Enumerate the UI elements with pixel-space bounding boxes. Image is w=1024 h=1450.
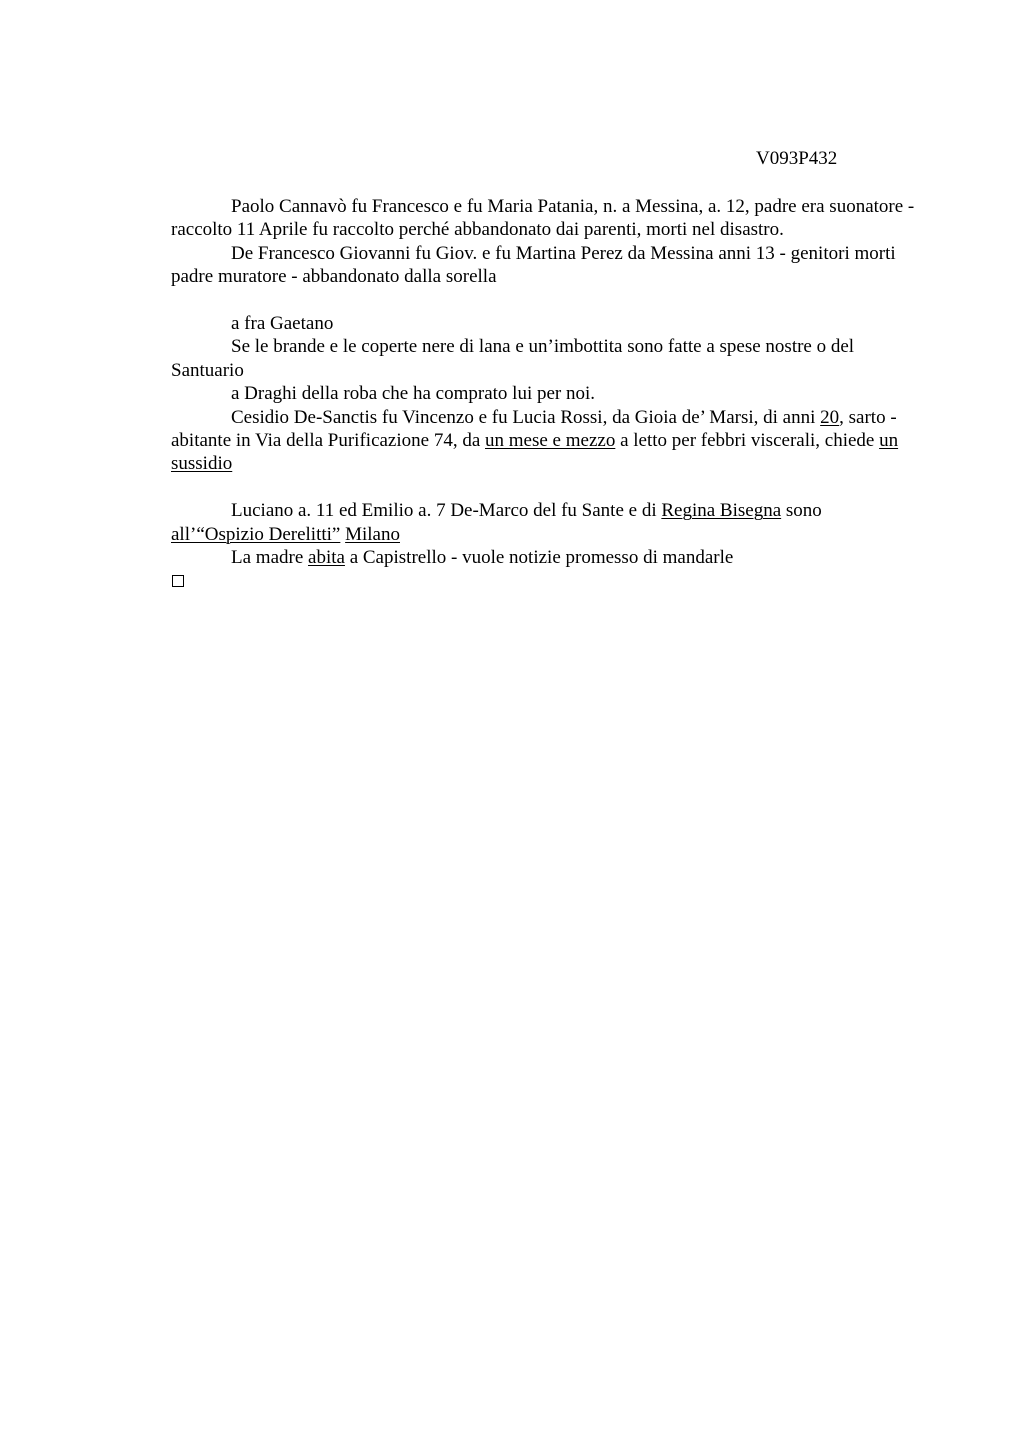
document-body	[171, 195, 916, 594]
paragraph	[171, 242, 916, 289]
underlined-text: Regina Bisegna	[661, 500, 782, 522]
underlined-text: all’“Ospizio Derelitti”	[171, 523, 341, 545]
paragraph-container	[171, 195, 916, 569]
paragraph	[171, 195, 916, 242]
text-run: Luciano a. 11 ed Emilio a. 7 De-Marco del fu Sante e di	[231, 500, 662, 522]
text-run: La madre	[231, 547, 309, 569]
text-run: Se le brande e le coperte nere di lana e un’imbottita sono fatte a spese nostre o del Santuario	[171, 336, 855, 381]
text-run: De Francesco Giovanni fu Giov. e fu Martina Perez da Messina anni 13 - genitori morti padre muratore - abbandonato dalla sorella	[171, 242, 896, 288]
text-run: Cesidio De-Sanctis fu Vincenzo e fu Lucia Rossi, da Gioia de’ Marsi, di anni	[231, 406, 821, 428]
text-run: a Capistrello - vuole notizie promesso di mandarle	[344, 547, 734, 569]
paragraph	[171, 335, 916, 382]
underlined-text: un sussidio	[171, 430, 899, 475]
text-run: a Draghi della roba che ha comprato lui per noi.	[231, 383, 596, 405]
paragraph	[171, 382, 916, 405]
text-run: a fra Gaetano	[231, 313, 334, 335]
paragraph	[171, 406, 916, 476]
underlined-text: Milano	[345, 523, 400, 545]
underlined-text: abita	[308, 547, 345, 569]
underlined-text: 20	[820, 406, 840, 428]
underlined-text: un mese e mezzo	[485, 430, 616, 452]
paragraph	[171, 546, 916, 569]
blank-line	[171, 476, 916, 499]
trailing-checkbox-line	[171, 569, 916, 593]
page-identifier: V093P432	[756, 148, 838, 169]
paragraph	[171, 499, 916, 546]
text-run: a letto per febbri viscerali, chiede	[615, 430, 880, 452]
blank-line	[171, 289, 916, 312]
text-run: Paolo Cannavò fu Francesco e fu Maria Patania, n. a Messina, a. 12, padre era suonatore - raccolto 11 Aprile fu raccolto perché abbandonato dai parenti, morti nel disastro.	[171, 196, 915, 241]
text-run: sono	[781, 500, 822, 522]
empty-checkbox-icon	[172, 575, 184, 587]
text-run: , sarto - abitante in Via della Purificazione 74, da	[171, 406, 897, 452]
paragraph	[171, 312, 916, 335]
